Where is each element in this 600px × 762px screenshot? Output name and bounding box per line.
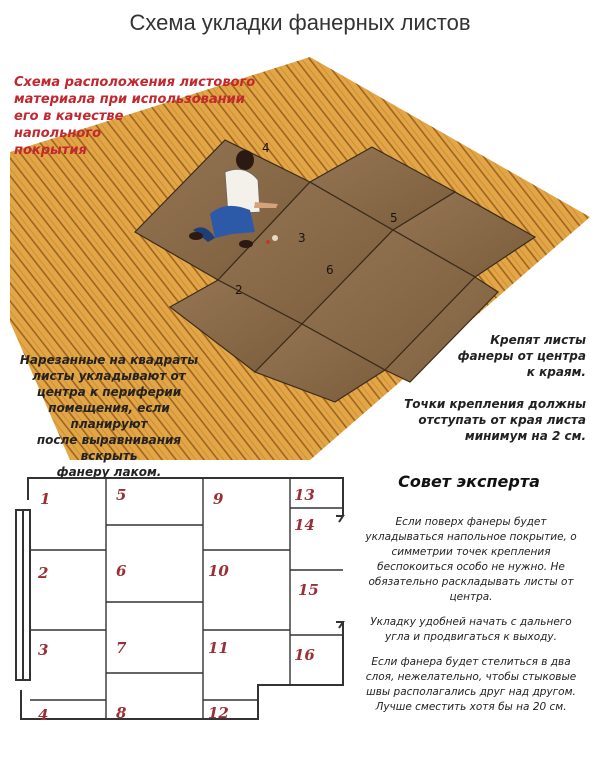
sheet-number-4: 4 (262, 141, 270, 155)
plan-number-11: 11 (208, 639, 229, 657)
plan-number-6: 6 (116, 562, 127, 580)
caption-line: Схема расположения листового (14, 75, 256, 90)
plan-number-8: 8 (116, 704, 127, 722)
expert-title: Совет эксперта (398, 472, 540, 491)
plan-number-7: 7 (116, 639, 127, 657)
illustration-right-caption-2 (372, 396, 586, 444)
expert-tip: Укладку удобней начать с дальнего угла и продвигаться к выходу. (370, 616, 572, 643)
caption-line: Точки крепления должны (404, 397, 586, 411)
expert-tip: Если поверх фанеры будет укладываться напольное покрытие, о симметрии точек крепления беспокоиться особо не нужно. Не обязательно раскладывать листы от центра. (365, 516, 577, 603)
caption-line: центра к периферии (36, 385, 182, 399)
caption-line: минимум на 2 см. (464, 429, 586, 443)
plan-number-12: 12 (208, 704, 229, 722)
plan-number-9: 9 (213, 490, 224, 508)
caption-line: отступать от края листа (418, 413, 586, 427)
floor-plan (8, 470, 353, 760)
plan-number-13: 13 (294, 486, 315, 504)
plan-number-5: 5 (116, 486, 127, 504)
plan-walls (16, 478, 343, 719)
caption-line: его в качестве (14, 109, 124, 124)
caption-line: фанеру лаком. (56, 465, 162, 479)
plan-number-2: 2 (38, 564, 49, 582)
plan-numbers (37, 486, 319, 724)
plan-grid (30, 478, 343, 719)
sheet-number-2: 2 (235, 283, 243, 297)
plan-number-10: 10 (208, 562, 229, 580)
caption-line: Нарезанные на квадраты (19, 353, 199, 367)
page-title: Схема укладки фанерных листов (129, 10, 471, 35)
plan-number-15: 15 (298, 581, 319, 599)
expert-tip: Если фанера будет стелиться в два слоя, нежелательно, чтобы стыковые швы располагались друг над другом. Лучше сместить хотя бы на 20 см. (365, 656, 577, 713)
sheet-number-6: 6 (326, 263, 334, 277)
caption-line: листы укладывают от (32, 369, 186, 383)
plan-number-16: 16 (294, 646, 315, 664)
caption-line: напольного (14, 126, 102, 141)
plan-wall-tick (336, 622, 343, 628)
sheet-number-3: 3 (298, 231, 306, 245)
illustration-red-caption (14, 74, 264, 159)
caption-line: материала при использовании (14, 92, 245, 107)
plan-number-4: 4 (38, 706, 49, 724)
illustration-right-caption-1 (408, 332, 586, 380)
illustration-left-caption (14, 352, 204, 480)
plan-number-3: 3 (38, 641, 49, 659)
plan-number-14: 14 (294, 516, 315, 534)
caption-line: помещения, если планируют (48, 401, 170, 431)
caption-line: после выравнивания вскрыть (36, 433, 182, 463)
plan-wall-tick (336, 516, 343, 522)
caption-line: к краям. (526, 365, 586, 379)
sheet-number-5: 5 (390, 211, 398, 225)
caption-line: Крепят листы (490, 333, 586, 347)
caption-line: фанеры от центра (457, 349, 586, 363)
expert-tips (360, 515, 582, 725)
plan-number-1: 1 (40, 490, 51, 508)
caption-line: покрытия (14, 143, 87, 158)
